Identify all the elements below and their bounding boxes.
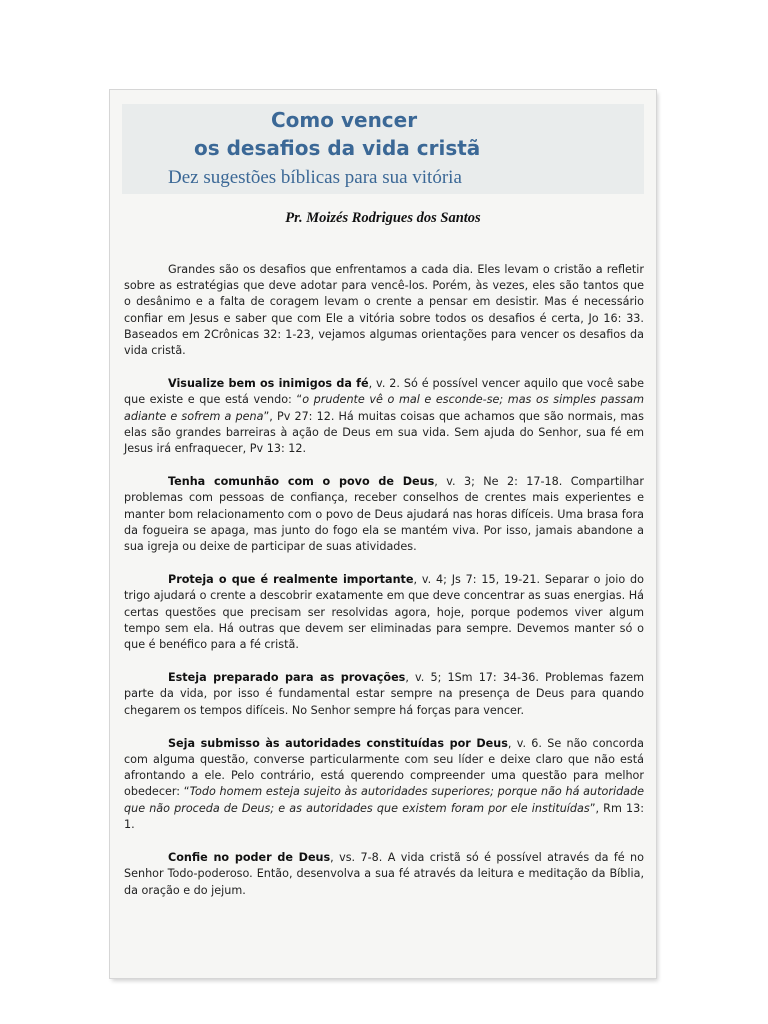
section-3 bbox=[124, 572, 644, 653]
author-name: Pr. Moizés Rodrigues dos Santos bbox=[285, 210, 481, 226]
section-text: , vs. 7-8. A vida cristã só é possível através da fé no Senhor Todo-poderoso. Então, desenvolva a sua fé através da leitura e meditação da Bíblia, da oração e do jejum. bbox=[124, 851, 644, 897]
section-text: , v. 4; Js 7: 15, 19-21. Separar o joio do trigo ajudará o crente a descobrir exatamente em que deve concentrar as suas energias. Há certas questões que precisam ser resolvidas agora, hoje, porque podemos viver algum tempo sem ela. Há outras que devem ser eliminadas para sempre. Devemos manter só o que é benéfico para a fé cristã. bbox=[124, 573, 644, 652]
section-text: , v. 5; 1Sm 17: 34-36. Problemas fazem parte da vida, por isso é fundamental estar sempre na presença de Deus para quando chegarem os tempos difíceis. No Senhor sempre há forças para vencer. bbox=[124, 671, 644, 717]
intro-paragraph bbox=[124, 262, 644, 359]
section-quote: o prudente vê o mal e esconde-se; mas os simples passam adiante e sofrem a pena bbox=[124, 393, 644, 423]
section-text: ”, Rm 13: 1. bbox=[124, 801, 644, 831]
section-text: , v. 3; Ne 2: 17-18. Compartilhar problemas com pessoas de confiança, receber conselhos de crentes mais experientes e manter bom relacionamento com o povo de Deus ajudará nas horas difíceis. Uma brasa fora da fogueira se apaga, mas junto do fogo ela se mantém viva. Por isso, jamais abandone a sua igreja ou deixe de participar de suas atividades. bbox=[124, 475, 644, 554]
section-heading: Tenha comunhão com o povo de Deus bbox=[168, 475, 435, 489]
article-body bbox=[124, 262, 644, 916]
title-line-2: os desafios da vida cristã bbox=[194, 136, 481, 160]
title-banner bbox=[122, 104, 644, 194]
section-5 bbox=[124, 736, 644, 833]
document-page bbox=[110, 90, 656, 978]
section-heading: Esteja preparado para as provações bbox=[168, 671, 406, 685]
section-ref: , v. 6. Se não concorda com alguma questão, converse particularmente com seu líder e deixe claro que não está afrontando a ele. Pelo contrário, está querendo compreender uma questão para melhor obedecer: “ bbox=[124, 736, 644, 799]
section-heading: Seja submisso às autoridades constituídas por Deus bbox=[168, 736, 508, 750]
section-heading: Confie no poder de Deus bbox=[168, 851, 331, 865]
section-ref: , v. 2. Só é possível vencer aquilo que você sabe que existe e que está vendo: “ bbox=[124, 377, 644, 407]
intro-text: Grandes são os desafios que enfrentamos a cada dia. Eles levam o cristão a refletir sobre as estratégias que deve adotar para vencê-los. Porém, às vezes, eles são tantos que o desânimo e a falta de coragem levam o crente a pensar em desistir. Mas é necessário confiar em Jesus e saber que com Ele a vitória sobre todos os desafios é certa, Jo 16: 33. Baseados em 2Crônicas 32: 1-23, vejamos algumas orientações para vencer os desafios da vida cristã. bbox=[124, 263, 644, 358]
section-6 bbox=[124, 850, 644, 899]
section-heading: Visualize bem os inimigos da fé bbox=[168, 377, 369, 391]
section-quote: Todo homem esteja sujeito às autoridades superiores; porque não há autoridade que não proceda de Deus; e as autoridades que existem foram por ele instituídas bbox=[124, 785, 645, 815]
section-heading: Proteja o que é realmente importante bbox=[168, 573, 414, 587]
section-1 bbox=[124, 376, 644, 457]
title-line-1: Como vencer bbox=[271, 108, 418, 132]
section-4 bbox=[124, 670, 644, 719]
subtitle: Dez sugestões bíblicas para sua vitória bbox=[168, 167, 462, 188]
section-text: ”, Pv 27: 12. Há muitas coisas que achamos que são normais, mas elas são grandes barreiras à ação de Deus em sua vida. Sem ajuda do Senhor, sua fé em Jesus irá enfraquecer, Pv 13: 12. bbox=[124, 409, 644, 456]
section-2 bbox=[124, 474, 644, 555]
